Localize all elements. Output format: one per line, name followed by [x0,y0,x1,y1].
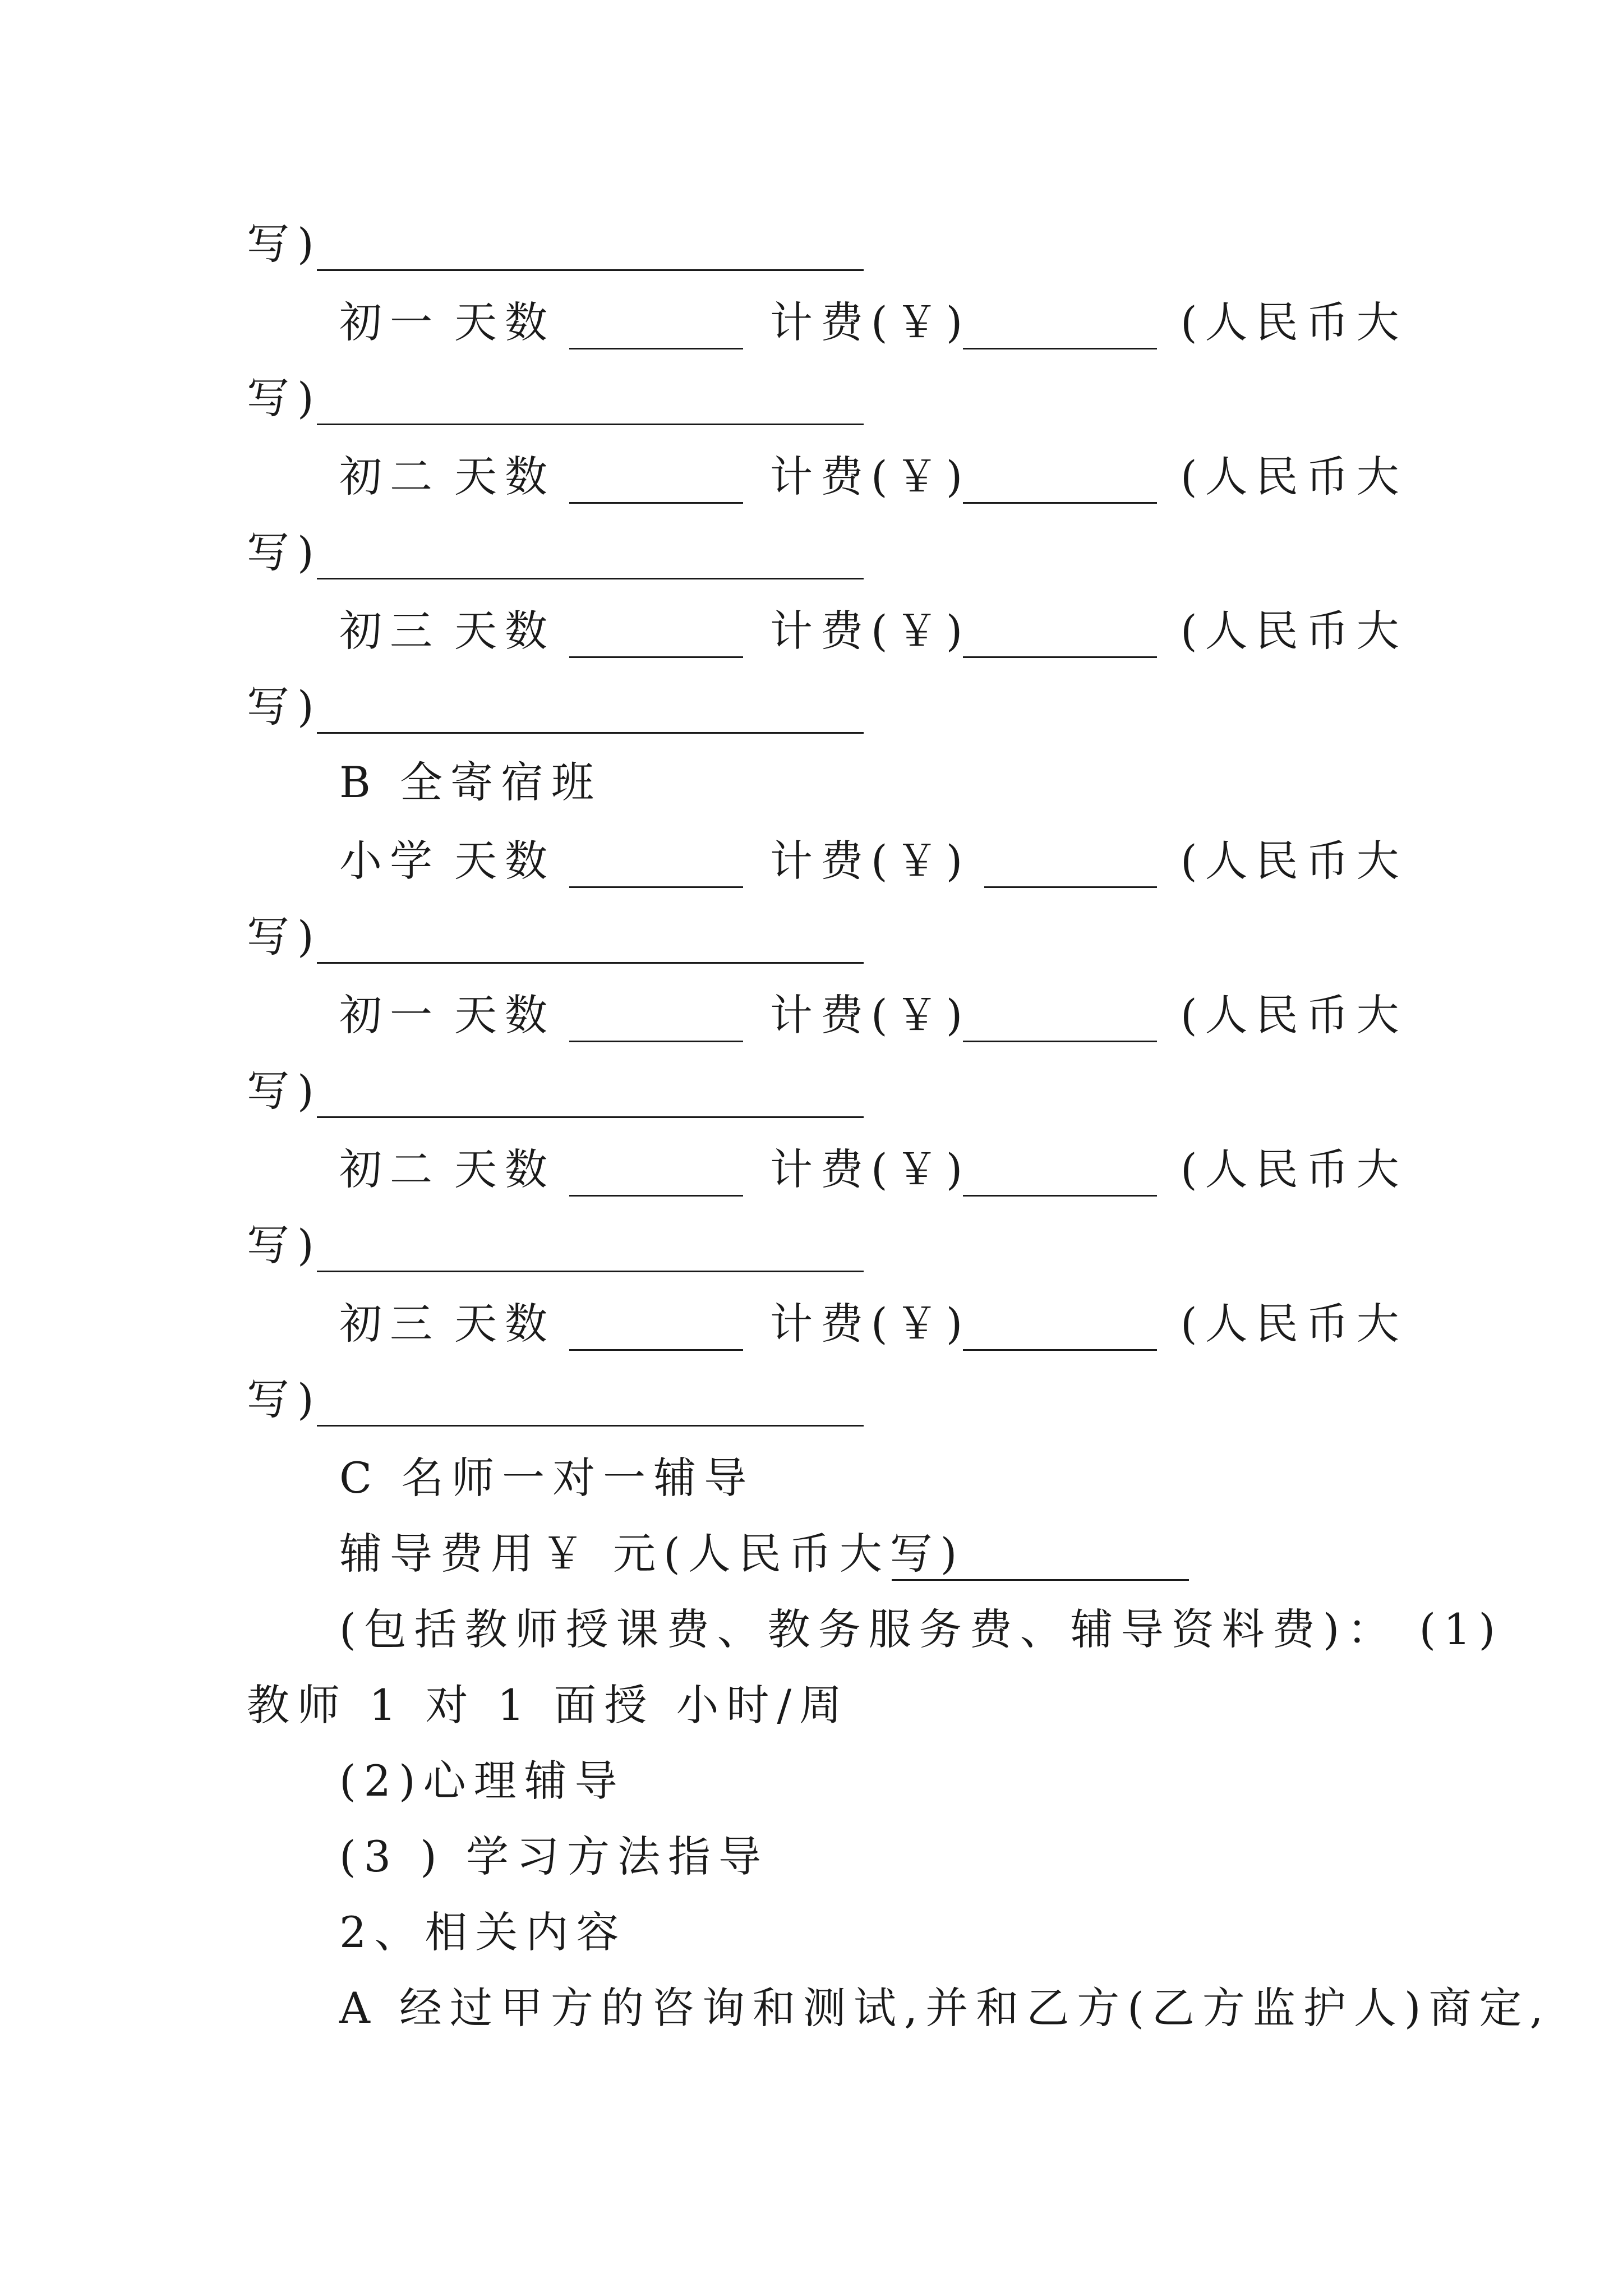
item-psychological-counseling: (2)心理辅导 [339,1756,625,1806]
fee-blank[interactable] [963,1293,1157,1351]
rmb-label: (人民币大 [1181,606,1407,656]
fee-blank[interactable] [984,830,1157,888]
grade-label: 初一 [339,990,440,1040]
amount-in-words-blank[interactable] [317,676,864,734]
days-blank[interactable] [569,600,743,658]
days-blank[interactable] [569,1293,743,1351]
days-blank[interactable] [569,292,743,349]
rmb-label: (人民币大 [1181,297,1407,347]
daxie-label: 写) [247,1374,322,1424]
fee-label: 计费(￥) [770,1144,971,1194]
section-c-heading: C 名师一对一辅导 [339,1453,755,1503]
fee-label: 计费(￥) [770,1299,971,1349]
fee-includes-line: (包括教师授课费、教务服务费、辅导资料费)： (1) [339,1604,1504,1654]
daxie-label: 写) [247,1066,322,1116]
fee-blank[interactable] [963,446,1157,504]
fee-blank[interactable] [963,1139,1157,1197]
fee-label: 计费(￥) [770,836,971,886]
fee-label: 计费(￥) [770,452,971,501]
rmb-label: (人民币大 [1181,1144,1407,1194]
days-blank[interactable] [569,446,743,504]
rmb-label: (人民币大 [1181,836,1407,886]
days-label: 天数 [454,452,555,501]
days-blank[interactable] [569,830,743,888]
amount-in-words-blank[interactable] [317,367,864,425]
section-2-heading: 2、相关内容 [339,1907,627,1957]
fee-label: 计费(￥) [770,297,971,347]
amount-in-words-blank[interactable] [317,906,864,964]
item-study-method-guidance: (3 ) 学习方法指导 [339,1832,769,1881]
daxie-label: 写) [247,219,322,269]
rmb-label: (人民币大 [1181,1299,1407,1349]
fee-label: 计费(￥) [770,990,971,1040]
grade-label: 初二 [339,1144,440,1194]
amount-in-words-blank[interactable] [317,522,864,579]
tutoring-fee-label: 辅导费用￥ 元(人民币大写) [339,1529,965,1579]
paragraph-a: A 经过甲方的咨询和测试,并和乙方(乙方监护人)商定, [339,1983,1551,2033]
daxie-label: 写) [247,1220,322,1270]
grade-label: 初三 [339,606,440,656]
days-label: 天数 [454,606,555,656]
days-blank[interactable] [569,984,743,1042]
rmb-label: (人民币大 [1181,452,1407,501]
daxie-label: 写) [247,682,322,731]
rmb-label: (人民币大 [1181,990,1407,1040]
fee-blank[interactable] [963,984,1157,1042]
days-label: 天数 [454,297,555,347]
amount-in-words-blank[interactable] [317,213,864,271]
grade-label: 初三 [339,1299,440,1349]
daxie-label: 写) [247,373,322,423]
fee-blank[interactable] [963,600,1157,658]
days-blank[interactable] [569,1139,743,1197]
section-b-heading: B 全寄宿班 [339,757,602,807]
teacher-hours-line: 教师 1 对 1 面授 小时/周 [247,1680,850,1730]
amount-in-words-blank[interactable] [317,1060,864,1118]
daxie-label: 写) [247,527,322,577]
days-label: 天数 [454,1299,555,1349]
fee-label: 计费(￥) [770,606,971,656]
days-label: 天数 [454,1144,555,1194]
days-label: 天数 [454,990,555,1040]
daxie-label: 写) [247,912,322,961]
grade-label: 初二 [339,452,440,501]
grade-label: 小学 [339,836,440,886]
fee-blank[interactable] [963,292,1157,349]
days-label: 天数 [454,836,555,886]
grade-label: 初一 [339,297,440,347]
tutoring-fee-blank[interactable] [892,1523,1189,1581]
amount-in-words-blank[interactable] [317,1214,864,1272]
amount-in-words-blank[interactable] [317,1369,864,1427]
